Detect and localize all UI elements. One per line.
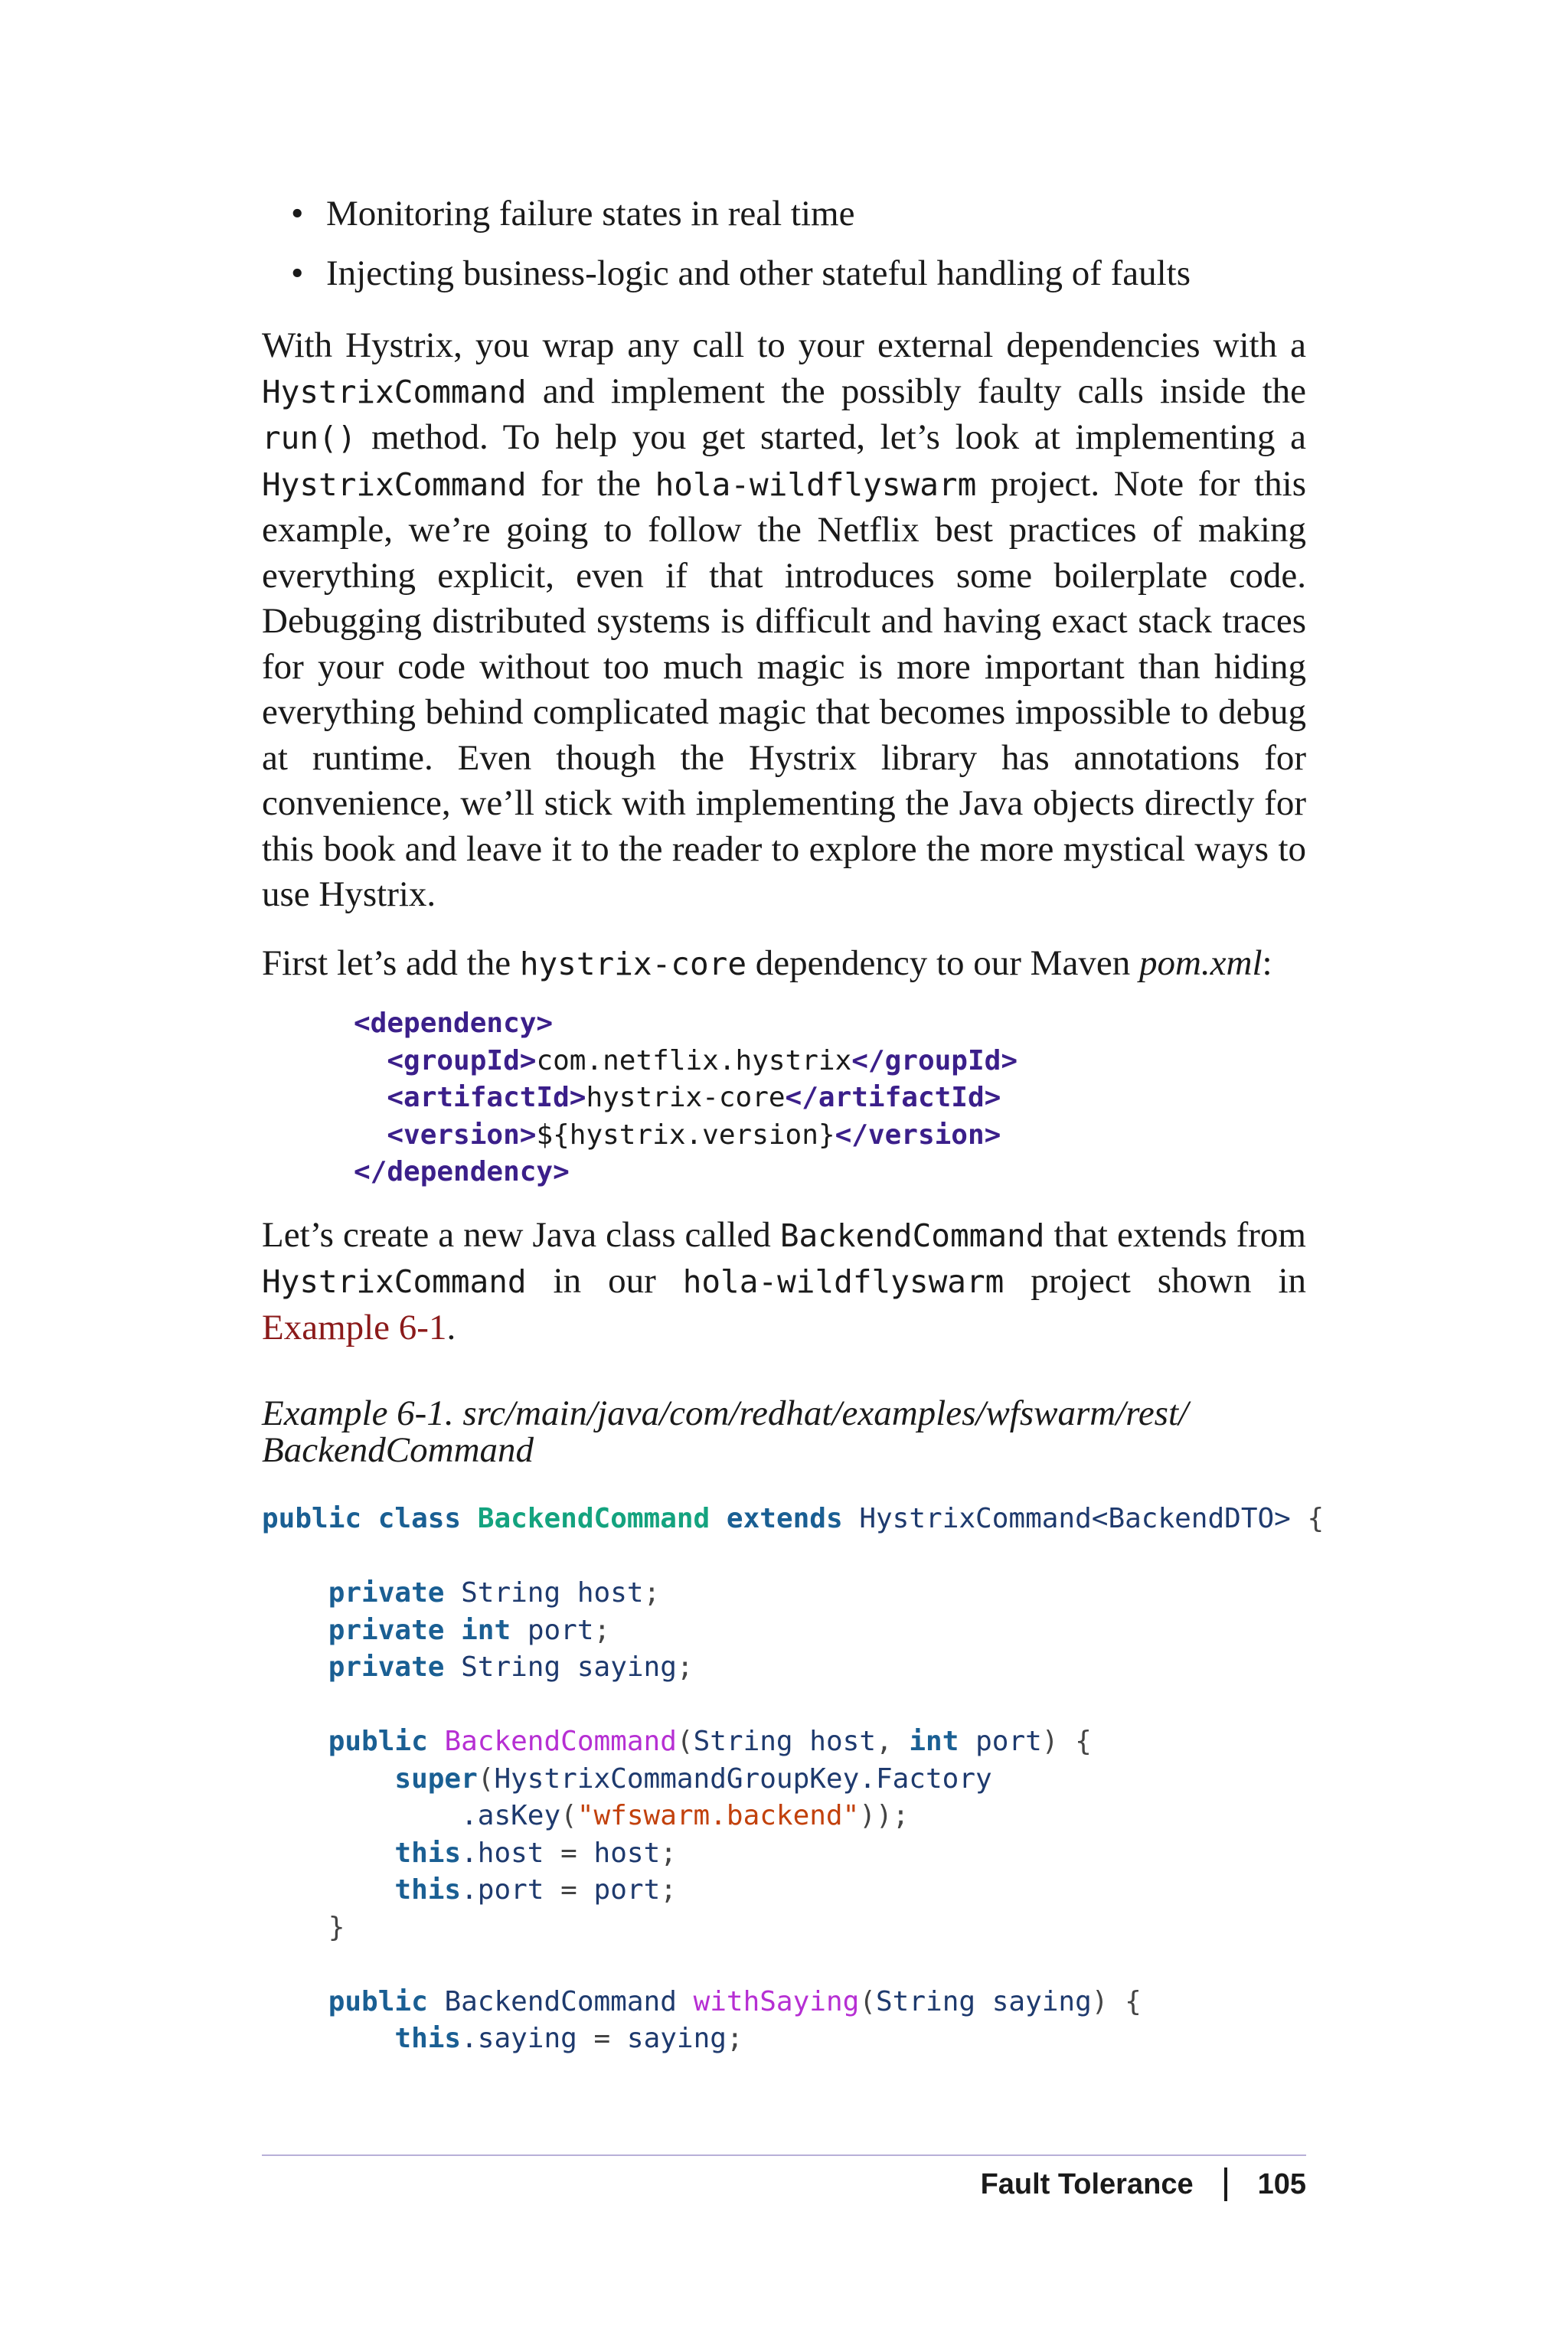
footer-section-title: Fault Tolerance [980,2168,1194,2200]
page-footer [981,2165,1306,2203]
bullet-list [262,184,1306,303]
footer-separator [1224,2167,1227,2201]
bullet-icon: • [291,194,304,234]
bullet-icon: • [291,253,304,293]
example-caption: Example 6-1. src/main/java/com/redhat/examples/wfswarm/rest/ BackendCommand [262,1393,1189,1470]
list-item: • Monitoring failure states in real time [262,184,1306,243]
page-number: 105 [1257,2168,1306,2200]
paragraph-add-dependency: First let’s add the hystrix-core dependency to our Maven pom.xml: [262,942,1272,983]
paragraph-create-class: Let’s create a new Java class called BackendCommand that extends from HystrixCommand in our hola-wildflyswarm project shown in Example 6-1. [262,1214,1306,1348]
xml-code-block: <dependency> <groupId>com.netflix.hystrix</groupId> <artifactId>hystrix-core</artifactId> <version>${hystrix.version}</version> </dependency> [354,1008,1018,1187]
java-code-block: public class BackendCommand extends HystrixCommand<BackendDTO> { private String host; private int port; private String saying; public BackendCommand(String host, int port) { super(HystrixCommandGroupKey.Factory .asKey("wfswarm.backend")); this.host = host; this.port = port; } public BackendCommand withSaying(String saying) { this.saying = saying; [262,1503,1325,2054]
page-content [262,184,1325,2058]
example-link[interactable]: Example 6-1 [262,1307,447,1348]
footer-divider [262,2154,1306,2156]
list-item: • Injecting business-logic and other stateful handling of faults [262,243,1306,303]
paragraph-hystrix-intro: With Hystrix, you wrap any call to your external dependencies with a HystrixCommand and implement the possibly faulty calls inside the run() method. To help you get started, let’s look at implementing a HystrixCommand for the hola-wildflyswarm project. Note for this example, we’re going to follow the Netflix best practices of making everything explicit, even if that introduces some boilerplate code. Debugging distributed systems is difficult and having exact stack traces for your code without too much magic is more important than hiding everything behind complicated magic that becomes impossible to debug at runtime. Even though the Hystrix library has annotations for convenience, we’ll stick with implementing the Java objects directly for this book and leave it to the reader to explore the more mystical ways to use Hystrix. [262,325,1306,914]
